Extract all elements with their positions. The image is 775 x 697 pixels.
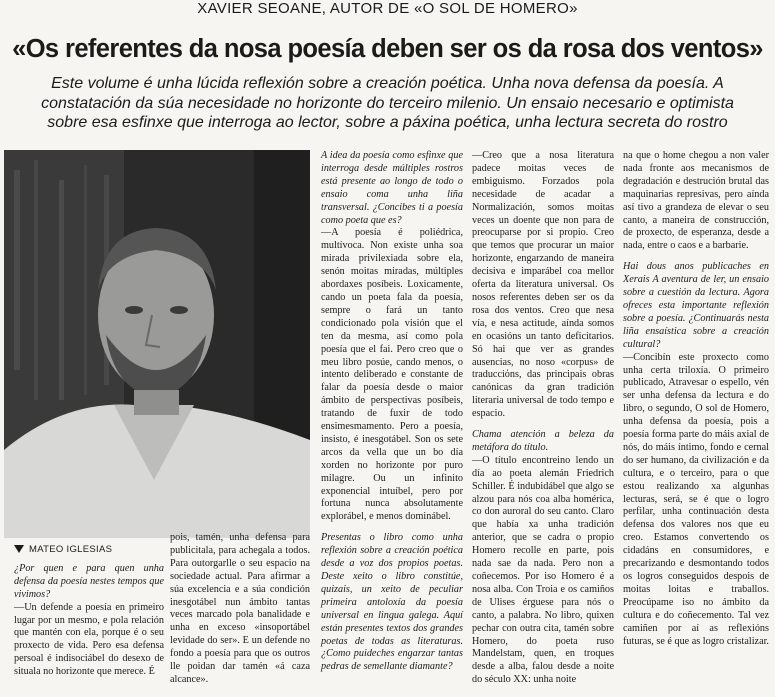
paragraph: —Un defende a poesía en primeiro lugar por un mesmo, e pola relación que mantén con ela, porque é o seu proxecto de vida. Pero esa defensa persoal é indisociábel do desexo de situala no horizonte que merece. É bbox=[14, 601, 164, 678]
column-1 bbox=[14, 544, 164, 679]
paragraph: pois, tamén, unha defensa para publicitala, para achegala a todos. Para outorgarlle o seu espacio na sociedade actual. Para afirmar a súa excelencia e a súa condición inesgotábel nun ámbito tantas veces marcado pola banalidade e unha en exceso «insoportábel levidade do ser». E un defende no fondo a poesía para que os outros lle poidan dar tamén «á caza alcance». bbox=[170, 532, 310, 685]
paragraph: Hai dous anos publicaches en Xerais A aventura de ler, un ensaio sobre a cuestión da lectura. Agora ofreces esta importante reflexión sobre a poesía. ¿Continuarás nesta liña ensaística sobre a creación cultural? bbox=[623, 261, 769, 350]
paragraph: —O título encontreino lendo un día ao poeta alemán Friedrich Schiller. É indubidábel que algo se alzou para nós coa alba homérica, co don auroral do seu canto. Claro que había xa unha tradición anterior, que se cadra o propio Homero recolle en parte, pois nada sae da nada. Pero non a coñecemos. Por iso Homero é a nosa alba. Con Troia e os camiños de Ulises érguese para nós o canto, a palabra. No libro, quixen pechar con outra cita, tamén sobre Homero, do poeta ruso Mandelstam, quen, en troques desde a alba, falou desde a noite do século XX: unha noite bbox=[472, 454, 614, 686]
paragraph: Chama atención a beleza da metáfora do título. bbox=[472, 429, 614, 453]
paragraph: —Concibín este proxecto como unha certa triloxía. O primeiro publicado, Atravesar o espello, vén ser unha defensa da lectura e do libro, o segundo, O sol de Homero, unha defensa da poesía, pois a poesía forma parte do máis axial de nós, do máis íntimo, fondo e cernal do ser humano, da civilización e da cultura, e o terceiro, para o que estou realizando xa algunhas lecturas, será, se é que o logro perfilar, unha continuación desta defensa dos valores nos que eu creo. Estamos convertendo os cidadáns en consumidores, e precarizando e desmontando todos os logros conseguidos despois de moitas loitas e traballos. Preocúpame iso no ámbito da cultura e do coñecemento. Tal vez camiñen por aí as reflexións futuras, se é que as logro cristalizar. bbox=[623, 351, 769, 647]
article-intro: Este volume é unha lúcida reflexión sobre a creación poética. Unha nova defensa da poesía. A constatación da súa necesidade no horizonte do terceiro milenio. Un ensaio necesario e optimista sobre esa esfinxe que interroga ao lector, sobre a páxina poética, unha lectura secreta do rostro bbox=[41, 75, 734, 131]
author-photo bbox=[4, 150, 310, 538]
byline-triangle-icon bbox=[14, 545, 24, 553]
column-2 bbox=[170, 532, 310, 687]
column-5 bbox=[623, 150, 769, 648]
paragraph: na que o home chegou a non valer nada fronte aos mecanismos de degradación e destrución brutal das maquinarias represivas, pero aínda así tivo a grandeza de elevar o seu canto, a maneira de construcción, de proxecto, de esperanza, desde a nada, entre o caos e a barbarie. bbox=[623, 150, 769, 252]
byline bbox=[14, 544, 164, 557]
column-4 bbox=[472, 150, 614, 687]
paragraph: A idea da poesía como esfinxe que interroga desde múltiples rostros está presente ao longo de todo o ensaio coma unha liña transversal. ¿Concibes ti a poesía como poeta que es? bbox=[321, 150, 463, 226]
column-3 bbox=[321, 150, 463, 674]
article-kicker: XAVIER SEOANE, AUTOR DE «O SOL DE HOMERO» bbox=[197, 0, 578, 17]
paragraph: Presentas o libro como unha reflexión sobre a creación poética desde a voz dos propios poetas. Deste xeito o libro constitúe, quizais, un xeito de peculiar primeira antoloxía da poesía universal en lingua galega. Aquí están presentes textos dos grandes poetas de todas as literaturas. ¿Como puideches engarzar tantas pedras de semellante diamante? bbox=[321, 532, 463, 673]
paragraph: ¿Por quen e para quen unha defensa da poesía nestes tempos que vivimos? bbox=[14, 562, 164, 600]
article-headline: «Os referentes da nosa poesía deben ser os da rosa dos ventos» bbox=[12, 35, 763, 63]
byline-name: MATEO IGLESIAS bbox=[29, 544, 113, 555]
paragraph: —Creo que a nosa literatura padece moitas veces de embiguismo. Forzados pola necesidade de acadar a Normalización, somos moitas veces un doente que non para de preocuparse por si propio. Creo que temos que procurar un maior horizonte, engarzando de maneira decisiva e imparábel coa mellor oferta da literatura universal. Os nosos referentes deben ser os da rosa dos ventos. Creo que nesa vía, e nesa actitude, aínda somos en ocasións un tanto deficitarios. Só hai que ver as grandes ausencias, no noso «corpus» de traducciόns, das principais obras canónicas da gran tradición literaria universal de todo tempo e espacio. bbox=[472, 150, 614, 420]
paragraph: —A poesía é poliédrica, multívoca. Non existe unha soa mirada privilexiada sobre ela, senón moitas miradas, múltiples abordaxes posíbeis. Loxicamente, cando un poeta fala da poesía, sempre o fará un tanto condicionado pola visión que el ten da mesma, así como pola poesía que el fai. Pero creo que o meu libro posúe, cando menos, o intento deliberado e constante de falar da poesía desde o maior ámbito de perspectivas posíbeis, tratando de fuxir de todo ensimesmamento. Pero a poesía, insisto, é inesgotábel. Son os sete arcos da vella que un bo día xorden no horizonte por puro milagre. Ou un infinito exponencial intuíbel, pero por fortuna nunca absolutamente explorábel, e menos dominábel. bbox=[321, 227, 463, 523]
